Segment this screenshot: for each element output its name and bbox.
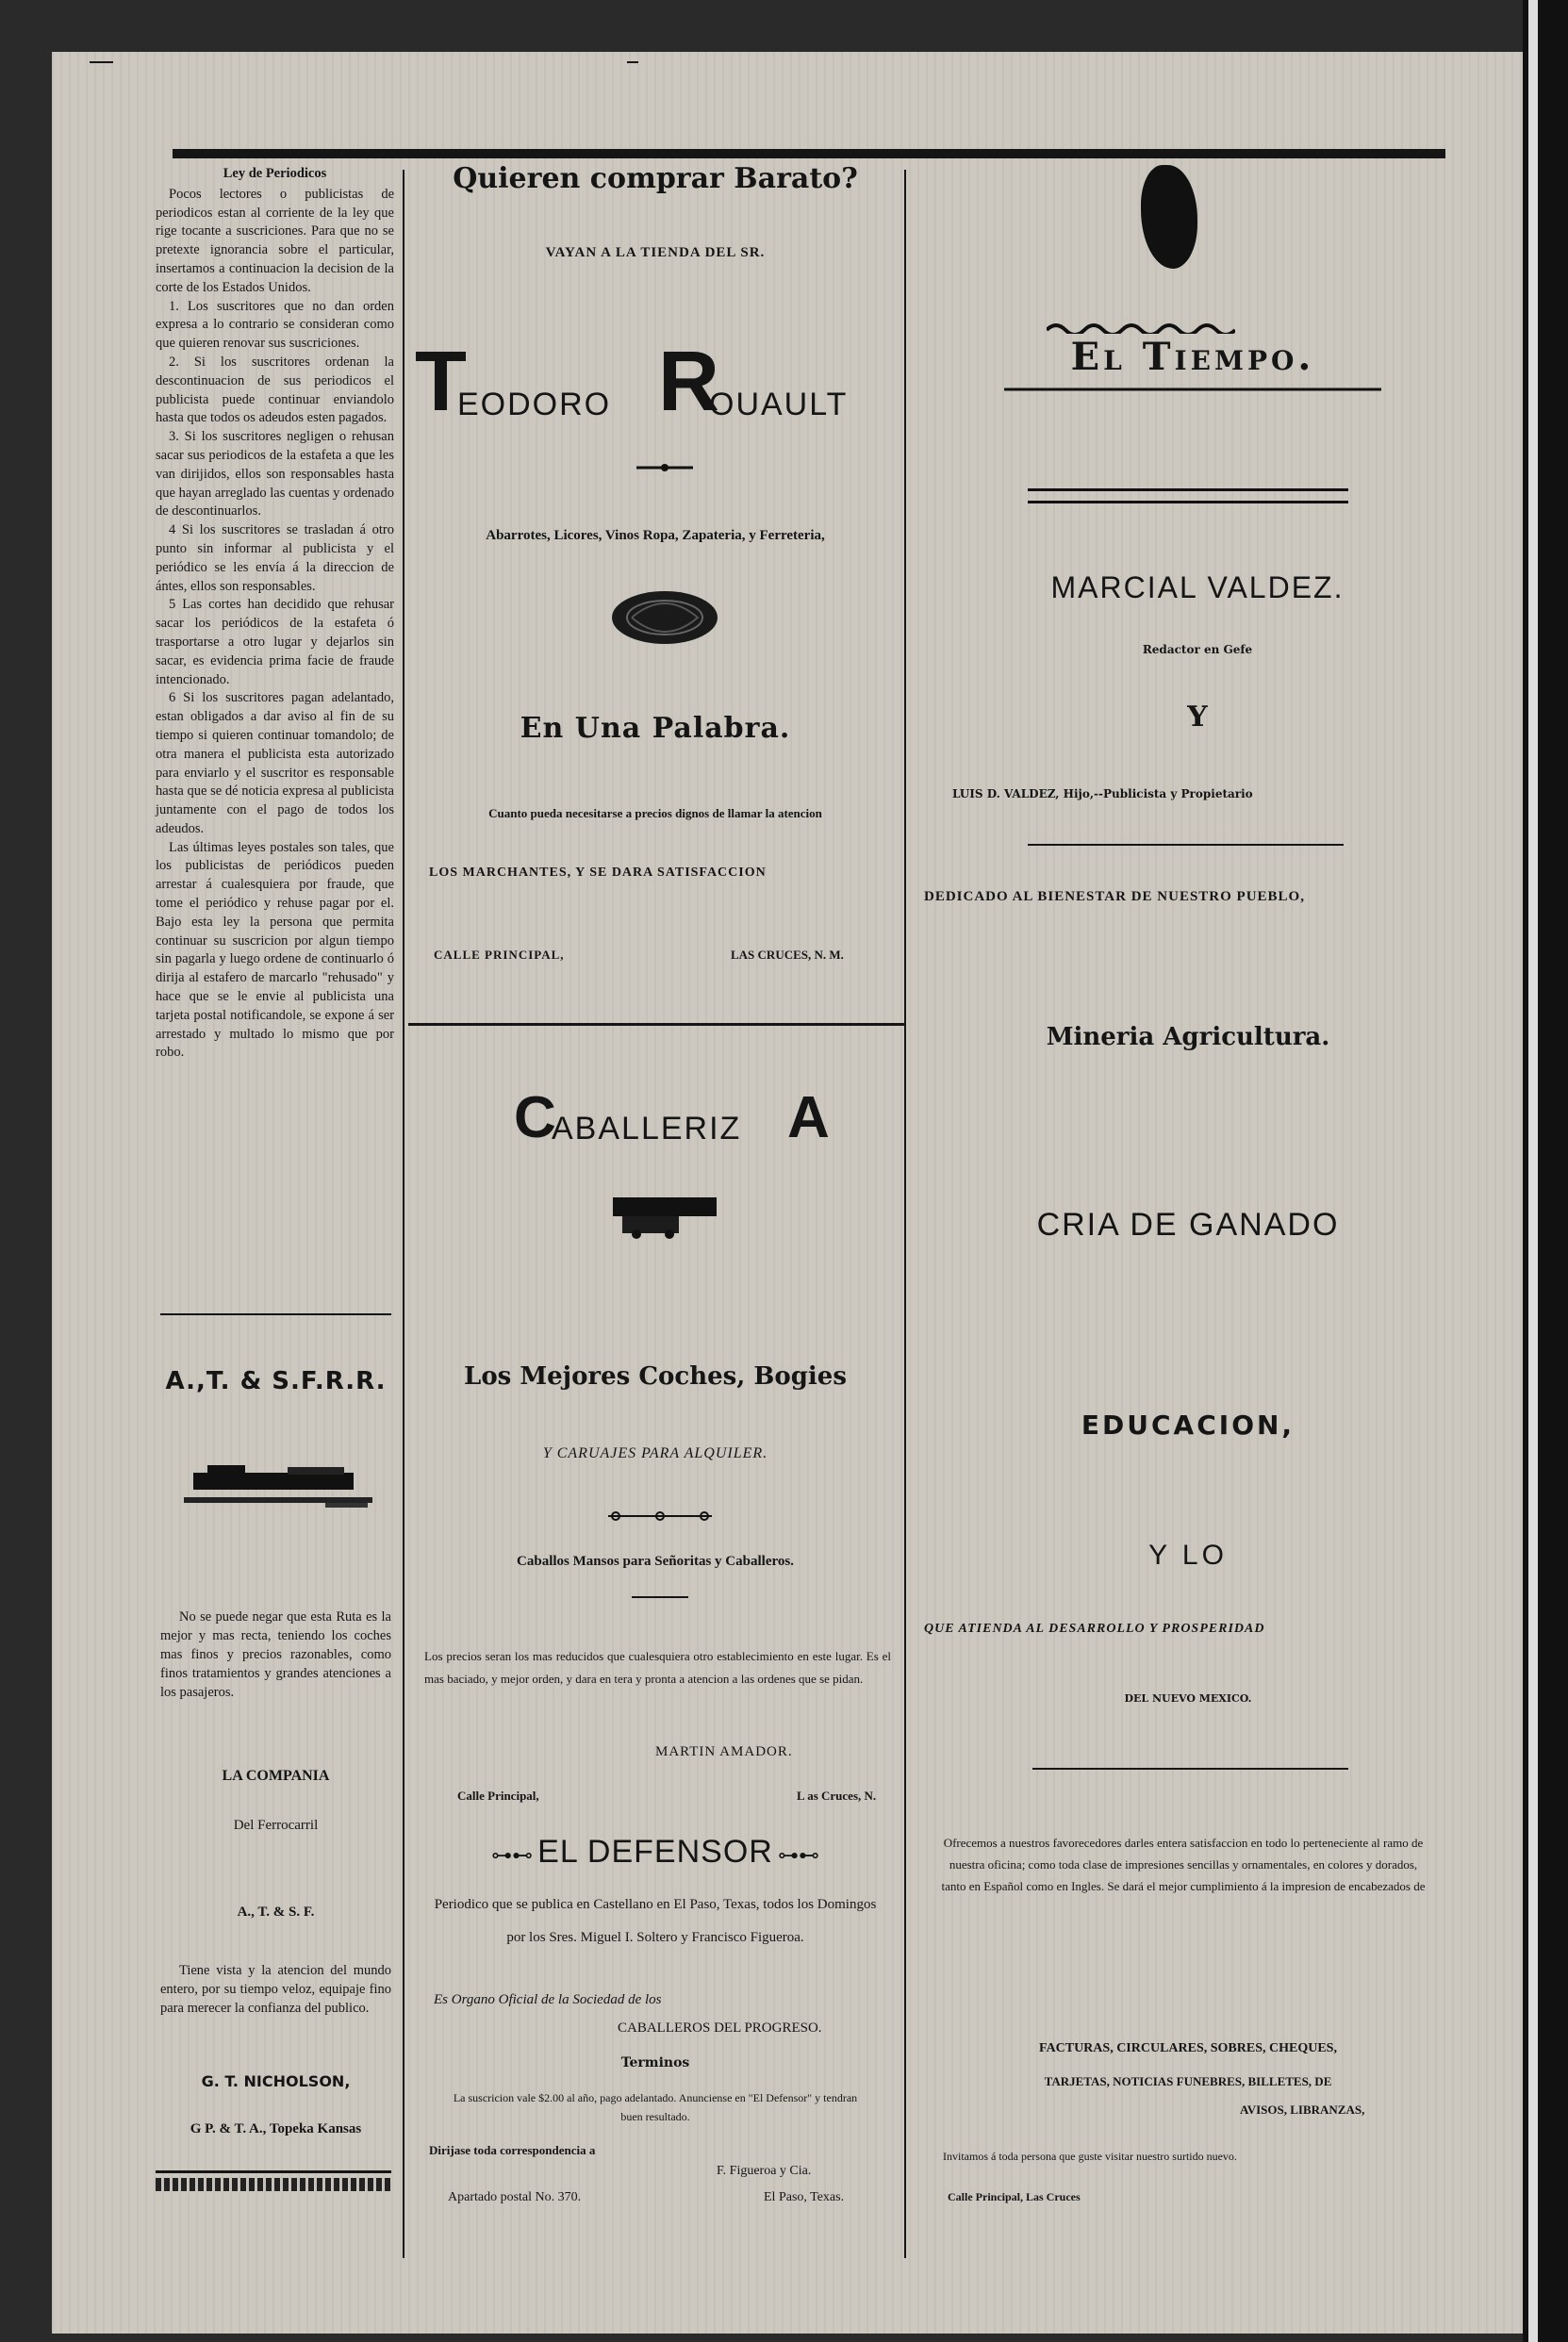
newspaper-page: [52, 52, 1523, 2334]
top-rule: [173, 149, 1445, 158]
page-edge: [1523, 0, 1568, 2342]
ad1-name-rest2: OUAULT: [709, 387, 849, 422]
ad3-publisher: F. Figueroa y Cia.: [717, 2164, 812, 2178]
ad3-text2: Es Organo Oficial de la Sociedad de los: [434, 1992, 662, 2007]
printing-footer: Calle Principal, Las Cruces: [948, 2190, 1081, 2203]
masthead-ornament-top: [1047, 321, 1235, 334]
law-paragraph: 2. Si los suscritores ordenan la descontinuacion de sus periodicos el publicista puede continuar enviandolo hasta que todos os adeudos esten pagados.: [156, 354, 394, 426]
law-paragraph: Las últimas leyes postales son tales, que los publicistas de periódicos pueden arrestar á cualesquiera por fraude, que tome el periódico y rehuse pagar por el. Bajo esta ley la persona que permita continuar su suscricion por algun tiempo sin pagarla y luego ordene de continuarlo ó dirija al estafero de marcarlo "rehusado" y hace que se le envie al publicista una tarjeta postal notificandole, se expone á ser arrestado y multado lo mismo que por robo.: [156, 839, 394, 1061]
left-divider-1: [160, 1313, 391, 1315]
ad3-postal: Apartado postal No. 370.: [448, 2190, 582, 2204]
printing-products-3: AVISOS, LIBRANZAS,: [1240, 2103, 1365, 2117]
masthead-ornament-bottom: [1004, 386, 1381, 393]
topic-mining: Mineria Agricultura.: [1046, 1023, 1330, 1051]
company-text: Tiene vista y la atencion del mundo entero, por su tiempo veloz, equipaje fino para merecer la confianza del publico.: [160, 1963, 391, 2016]
column-divider-2: [904, 170, 906, 2258]
editor-rule: [1028, 488, 1348, 503]
ad3-terms: Terminos: [620, 2055, 690, 2070]
ad2-title-end: A: [787, 1085, 830, 1150]
editor-role: Redactor en Gefe: [1142, 643, 1253, 656]
ad1-text: Cuanto pueda necesitarse a precios dignos de llamar la atencion: [488, 806, 822, 820]
law-paragraph: 6 Si los suscritores pagan adelantado, estan obligados a dar aviso al fin de su tiempo si quieren continuar tomandolo; de otra manera el publicista esta autorizado para enviarlo y el suscritor es responsable hasta que se dé noticia expresa al publicista juntamente con el pago de todos los adeudos.: [156, 690, 394, 836]
ad1-headline: Quieren comprar Barato?: [453, 162, 858, 195]
left-bottom-rule: [156, 2170, 391, 2173]
editor-name: MARCIAL VALDEZ.: [1050, 570, 1345, 604]
ad1-name-cap1: T: [415, 335, 467, 429]
ink-blot: [1141, 165, 1197, 269]
ad1-name: [415, 335, 905, 453]
law-paragraph: 4 Si los suscritores se trasladan á otro punto sin informar al publicista y el periódico se les envía á la direccion de ántes, ellos son responsables.: [156, 522, 394, 594]
publisher-rule: [1028, 844, 1344, 846]
ad1-name-cap2: R: [658, 335, 719, 429]
ad1-sub: VAYAN A LA TIENDA DEL SR.: [545, 245, 766, 260]
ad2-address-left: Calle Principal,: [457, 1789, 539, 1803]
topic-territory: DEL NUEVO MEXICO.: [1124, 1692, 1252, 1705]
ad1-address-right: LAS CRUCES, N. M.: [731, 948, 844, 962]
carriage-engraving: [613, 1193, 717, 1240]
ad2-short-rule: [632, 1596, 688, 1598]
printing-offer: Ofrecemos a nuestros favorecedores darles entera satisfaccion en todo lo perteneciente al ramo de nuestra oficina; como toda clase de impresiones sencillas y ornamentales, en colores y dorados, tanto en Español como en Ingles. Se dará el mejor cumplimiento á la impresion de encabezados de: [941, 1836, 1426, 1893]
ad1-slogan: En Una Palabra.: [520, 712, 791, 745]
ad1-ornament-line: [636, 463, 693, 472]
top-mark-mid: [627, 61, 638, 63]
law-paragraph: 3. Si los suscritores negligen o rehusan sacar sus periodicos de la estafeta a que les van dirijidos, ellos son responsables hasta que hayan arreglado las cuentas y ordenado de descontinuarlos.: [156, 429, 394, 520]
ad2-address-right: L as Cruces, N.: [797, 1789, 877, 1803]
ornament-right: ⊶⊷: [777, 1844, 819, 1868]
ad1-name-rest1: EODORO: [457, 387, 612, 422]
railroad-text: No se puede negar que esta Ruta es la mejor y mas recta, teniendo los coches mas finos y precios razonables, como finos tratamientos y grandes atenciones a los pasajeros.: [160, 1609, 391, 1700]
ad3-text1: Periodico que se publica en Castellano en El Paso, Texas, todos los Domingos por los Sres. Miguel I. Soltero y Francisco Figueroa.: [434, 1897, 877, 1945]
printing-invite: Invitamos á toda persona que guste visitar nuestro surtido nuevo.: [943, 2150, 1237, 2163]
ad2-owner: MARTIN AMADOR.: [655, 1744, 793, 1759]
ad2-line3: Caballos Mansos para Señoritas y Caballeros.: [517, 1554, 794, 1569]
ad3-city: El Paso, Texas.: [764, 2190, 845, 2204]
printing-products-2: TARJETAS, NOTICIAS FUNEBRES, BILLETES, DE: [1044, 2074, 1332, 2088]
mid-divider-1: [408, 1023, 904, 1026]
top-mark-left: [90, 61, 113, 63]
left-column: [156, 165, 394, 1063]
ad3-text3: CABALLEROS DEL PROGRESO.: [618, 2020, 822, 2036]
ad3-address-label: Dirijase toda correspondencia a: [429, 2143, 596, 2157]
law-paragraph: 5 Las cortes han decidido que rehusar sacar los periódicos de la estafeta ó trasportarse a otro lugar y dejarlos sin sacar, es evidencia prima facie de fraude intencionado.: [156, 597, 394, 687]
ad3-title-text: EL DEFENSOR: [537, 1834, 773, 1870]
ad1-ornament: [608, 585, 721, 651]
agent-name: G. T. NICHOLSON,: [201, 2072, 351, 2090]
ad2-ornament: [608, 1509, 712, 1524]
right-rule: [1032, 1768, 1348, 1770]
publisher: LUIS D. VALDEZ, Hijo,--Publicista y Propietario: [952, 787, 1253, 800]
ad1-address-left: CALLE PRINCIPAL,: [434, 948, 565, 962]
ad2-line2: Y CARUAJES PARA ALQUILER.: [542, 1445, 768, 1461]
company-initials: A., T. & S. F.: [237, 1905, 315, 1920]
masthead: El Tiempo.: [1070, 335, 1315, 379]
ad2-text: Los precios seran los mas reducidos que cualesquiera otro establecimiento en este lugar. Es el mas baciado, y mejor orden, y dara en tera y pronta a atencion a las ordenes que se pidan.: [424, 1649, 891, 1686]
printing-products-1: FACTURAS, CIRCULARES, SOBRES, CHEQUES,: [1039, 2041, 1337, 2055]
smudged-text: [156, 2178, 391, 2191]
and-2: Y LO: [1148, 1540, 1228, 1571]
train-engraving: [184, 1461, 372, 1513]
ad2-title-cap: C: [514, 1085, 556, 1150]
company-name: LA COMPANIA: [222, 1768, 330, 1784]
railroad-heading: A.,T. & S.F.R.R.: [165, 1367, 387, 1395]
law-title: Ley de Periodicos: [223, 166, 327, 181]
topic-development: QUE ATIENDA AL DESARROLLO Y PROSPERIDAD: [924, 1622, 1265, 1636]
ad2-line1: Los Mejores Coches, Bogies: [464, 1362, 847, 1391]
law-paragraph: Pocos lectores o publicistas de periodicos estan al corriente de la ley que rige tocante a suscriciones. Para que no se pretexte ignorancia sobre el particular, insertamos a continuacion la decision de la corte de los Estados Unidos.: [156, 186, 394, 295]
ad3-title: [410, 1834, 900, 1871]
ad3-subscription: La suscricion vale $2.00 al año, pago adelantado. Anunciense en "El Defensor" y tendran buen resultado.: [453, 2091, 858, 2123]
ad2-title-mid: ABALLERIZ: [552, 1111, 742, 1146]
law-paragraph: 1. Los suscritores que no dan orden expresa a lo contrario se consideran como que quieren renovar sus suscriciones.: [156, 298, 394, 352]
ad1-text2: LOS MARCHANTES, Y SE DARA SATISFACCION: [429, 866, 767, 880]
ornament-left: ⊶⊷: [491, 1844, 534, 1868]
column-divider-1: [403, 170, 404, 2258]
company-line: Del Ferrocarril: [233, 1818, 319, 1833]
ad2-title: [514, 1084, 900, 1160]
agent-title: G P. & T. A., Topeka Kansas: [190, 2121, 362, 2136]
ad1-goods: Abarrotes, Licores, Vinos Ropa, Zapateria, y Ferreteria,: [486, 528, 825, 543]
dedication: DEDICADO AL BIENESTAR DE NUESTRO PUEBLO,: [924, 889, 1305, 904]
topic-education: EDUCACION,: [1081, 1410, 1296, 1441]
topic-cattle: CRIA DE GANADO: [1036, 1207, 1340, 1243]
and-1: Y: [1187, 701, 1208, 734]
